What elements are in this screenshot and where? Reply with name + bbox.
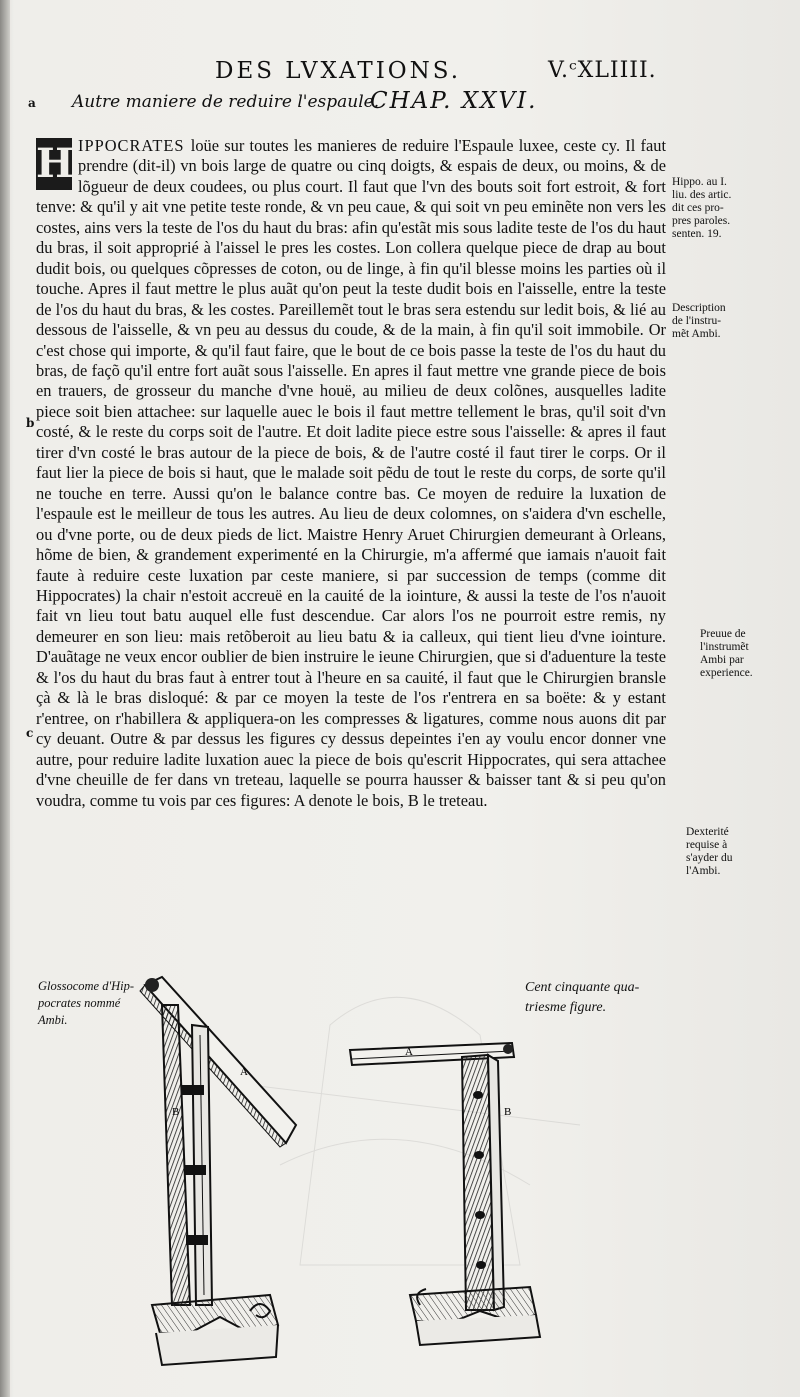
sidenote-preuve — [700, 628, 800, 680]
ambi-woodcut-illustration — [100, 965, 660, 1385]
ambi-right-apparatus — [350, 1043, 540, 1345]
caption-line: triesme figure. — [525, 1000, 607, 1015]
running-head: DES LVXATIONS. — [215, 58, 462, 84]
margin-mark-a: a — [28, 96, 36, 110]
caption-line: Ambi. — [38, 1013, 68, 1027]
margin-mark-c: c — [26, 726, 34, 740]
sidenote-hippocrates — [672, 176, 790, 241]
sidenote-line: liu. des artic. — [672, 189, 732, 201]
sidenote-description — [672, 302, 790, 341]
sidenote-line: dit ces pro- — [672, 202, 724, 214]
chapter-heading: CHAP. XXVI. — [370, 88, 538, 114]
ambi-left-apparatus — [140, 977, 296, 1365]
drop-cap-initial: H — [36, 138, 72, 190]
sidenote-line: s'ayder du — [686, 852, 733, 864]
sidenote-line: requise à — [686, 839, 728, 851]
main-text — [36, 136, 666, 811]
sidenote-line: Preuue de — [700, 628, 746, 640]
label-a-left: A — [240, 1066, 248, 1078]
sidenote-line: l'instrumẽt — [700, 641, 749, 653]
sidenote-line: Hippo. au I. — [672, 176, 727, 188]
label-b-right: B — [504, 1106, 512, 1118]
sidenote-line: pres paroles. — [672, 215, 731, 227]
opening-word: IPPOCRATES — [78, 136, 191, 155]
page-gutter — [0, 0, 10, 1397]
caption-line: pocrates nommé — [38, 996, 121, 1010]
folio-number: V.ᶜXLIIII. — [548, 58, 657, 83]
sidenote-line: Description — [672, 302, 726, 314]
sidenote-line: senten. 19. — [672, 228, 722, 240]
body-paragraph: loüe sur toutes les manieres de reduire l'Espaule luxee, ceste cy. Il faut prendre (dit-il) vn bois large de quatre ou cinq doigts, & espais de deux, ou moins, & de lõgueur de deux coudees, ou plus court. Il faut que l'vn des bouts soit fort estroit, & fort tenve: & qu'il y ait vne petite teste ronde, & vn peu caue, & qui soit vn peu eminẽte non vers les costes, ains vers la teste de l'os du haut du bras: afin qu'estãt mis sous ladite teste de l'os du haut du bras, il soit approprié à l'aissel le pres les costes. Lon collera quelque piece de drap au bout dudit bois, ou quelques cõpresses de coton, ou de linge, à fin qu'il blesse moins les parties où il touche. Apres il faut mettre le plus auãt qu'on peut la teste dudit bois en l'aisselle, entre la teste de l'os du haut du bras, & les costes. Pareillemẽt tout le bras sera estendu sur ledit bois, & lié au dessous de l'aisselle, & vn peu au dessus du coude, & de la main, à fin qu'il soit immobile. Or c'est chose qui importe, & qu'il faut faire, que le bout de ce bois passe la teste de l'os du haut du bras, de façõ qu'il entre fort auãt sous l'aisselle. En apres il faut mettre vne grande piece de bois en trauers, de grosseur du manche d'vne houë, au milieu de deux colõnes, ausquelles ladite piece soit bien attachee: sur laquelle auec le bois il faut mettre tellement le bras, qu'il soit d'vn costé, & le reste du corps soit de l'autre. Et doit ladite piece estre sous l'aisselle: & apres il faut tirer d'vn costé le bras autour de la piece de bois, & de l'autre costé il faut tirer le corps. Or il faut lier la piece de bois si haut, que le malade soit pẽdu de tout le reste du corps, de sorte qu'il ne touche en terre. Aussi qu'on le balance contre bas. Ce moyen de reduire la luxation de l'espaule est le meilleur de tous les autres. Au lieu de deux colomnes, on s'aidera d'vn eschelle, ou d'vne porte, ou de deux pieds de lict. Maistre Henry Aruet Chirurgien demeurant à Orleans, hõme de bien, & grandement experimenté en la Chirurgie, m'a affermé que iamais n'auoit fait faute à reduire ceste luxation par ceste maniere, si par succession de temps (comme dit Hippocrates) la chair n'estoit accreuë en la cauité de la iointure, & aussi la teste de l'os n'auoit fait vn lieu tout batu auquel elle fust descendue. Car alors l'os ne pourroit estre remis, ny demeurer en son lieu: mais retõberoit au lieu batu & ia calleux, qui tient lieu d'vne iointure. D'auãtage ne veux encor oublier de bien instruire le ieune Chirurgien, que si d'aduenture la teste & l'os du haut du bras faut à entrer tout à l'heure en sa cauité, il faut que le Chirurgien bransle çà & là le bras disloqué: & par ce moyen la teste de l'os r'entrera en sa boëte: & y estant r'entree, on r'habillera & appliquera-on les compresses & ligatures, comme nous auons dit par cy deuant. Outre & par dessus les figures cy dessus depeintes i'en ay voulu encor donner vne autre, pour reduire ladite luxation auec la piece de bois qu'escrit Hippocrates, qui sera attachee d'vne cheuille de fer dans vn treteau, laquelle se pourra hausser & baisser tant & si peu qu'on voudra, comme tu vois par ces figures: A denote le bois, B le treteau. — [36, 136, 667, 810]
show-through-shadow — [250, 997, 580, 1265]
sidenote-line: l'Ambi. — [686, 865, 721, 877]
label-a-right: A — [405, 1046, 413, 1058]
caption-line: Cent cinquante qua- — [525, 980, 640, 995]
sidenote-line: de l'instru- — [672, 315, 722, 327]
caption-line: Glossocome d'Hip- — [38, 979, 135, 993]
sidenote-line: mẽt Ambi. — [672, 328, 721, 340]
margin-mark-b: b — [26, 416, 35, 430]
label-b-left: B — [172, 1106, 180, 1118]
sidenote-line: Ambi par — [700, 654, 744, 666]
chapter-subtitle: Autre maniere de reduire l'espaule. — [72, 92, 380, 112]
sidenote-line: Dexterité — [686, 826, 729, 838]
sidenote-line: experience. — [700, 667, 753, 679]
sidenote-dexterite — [686, 826, 800, 878]
